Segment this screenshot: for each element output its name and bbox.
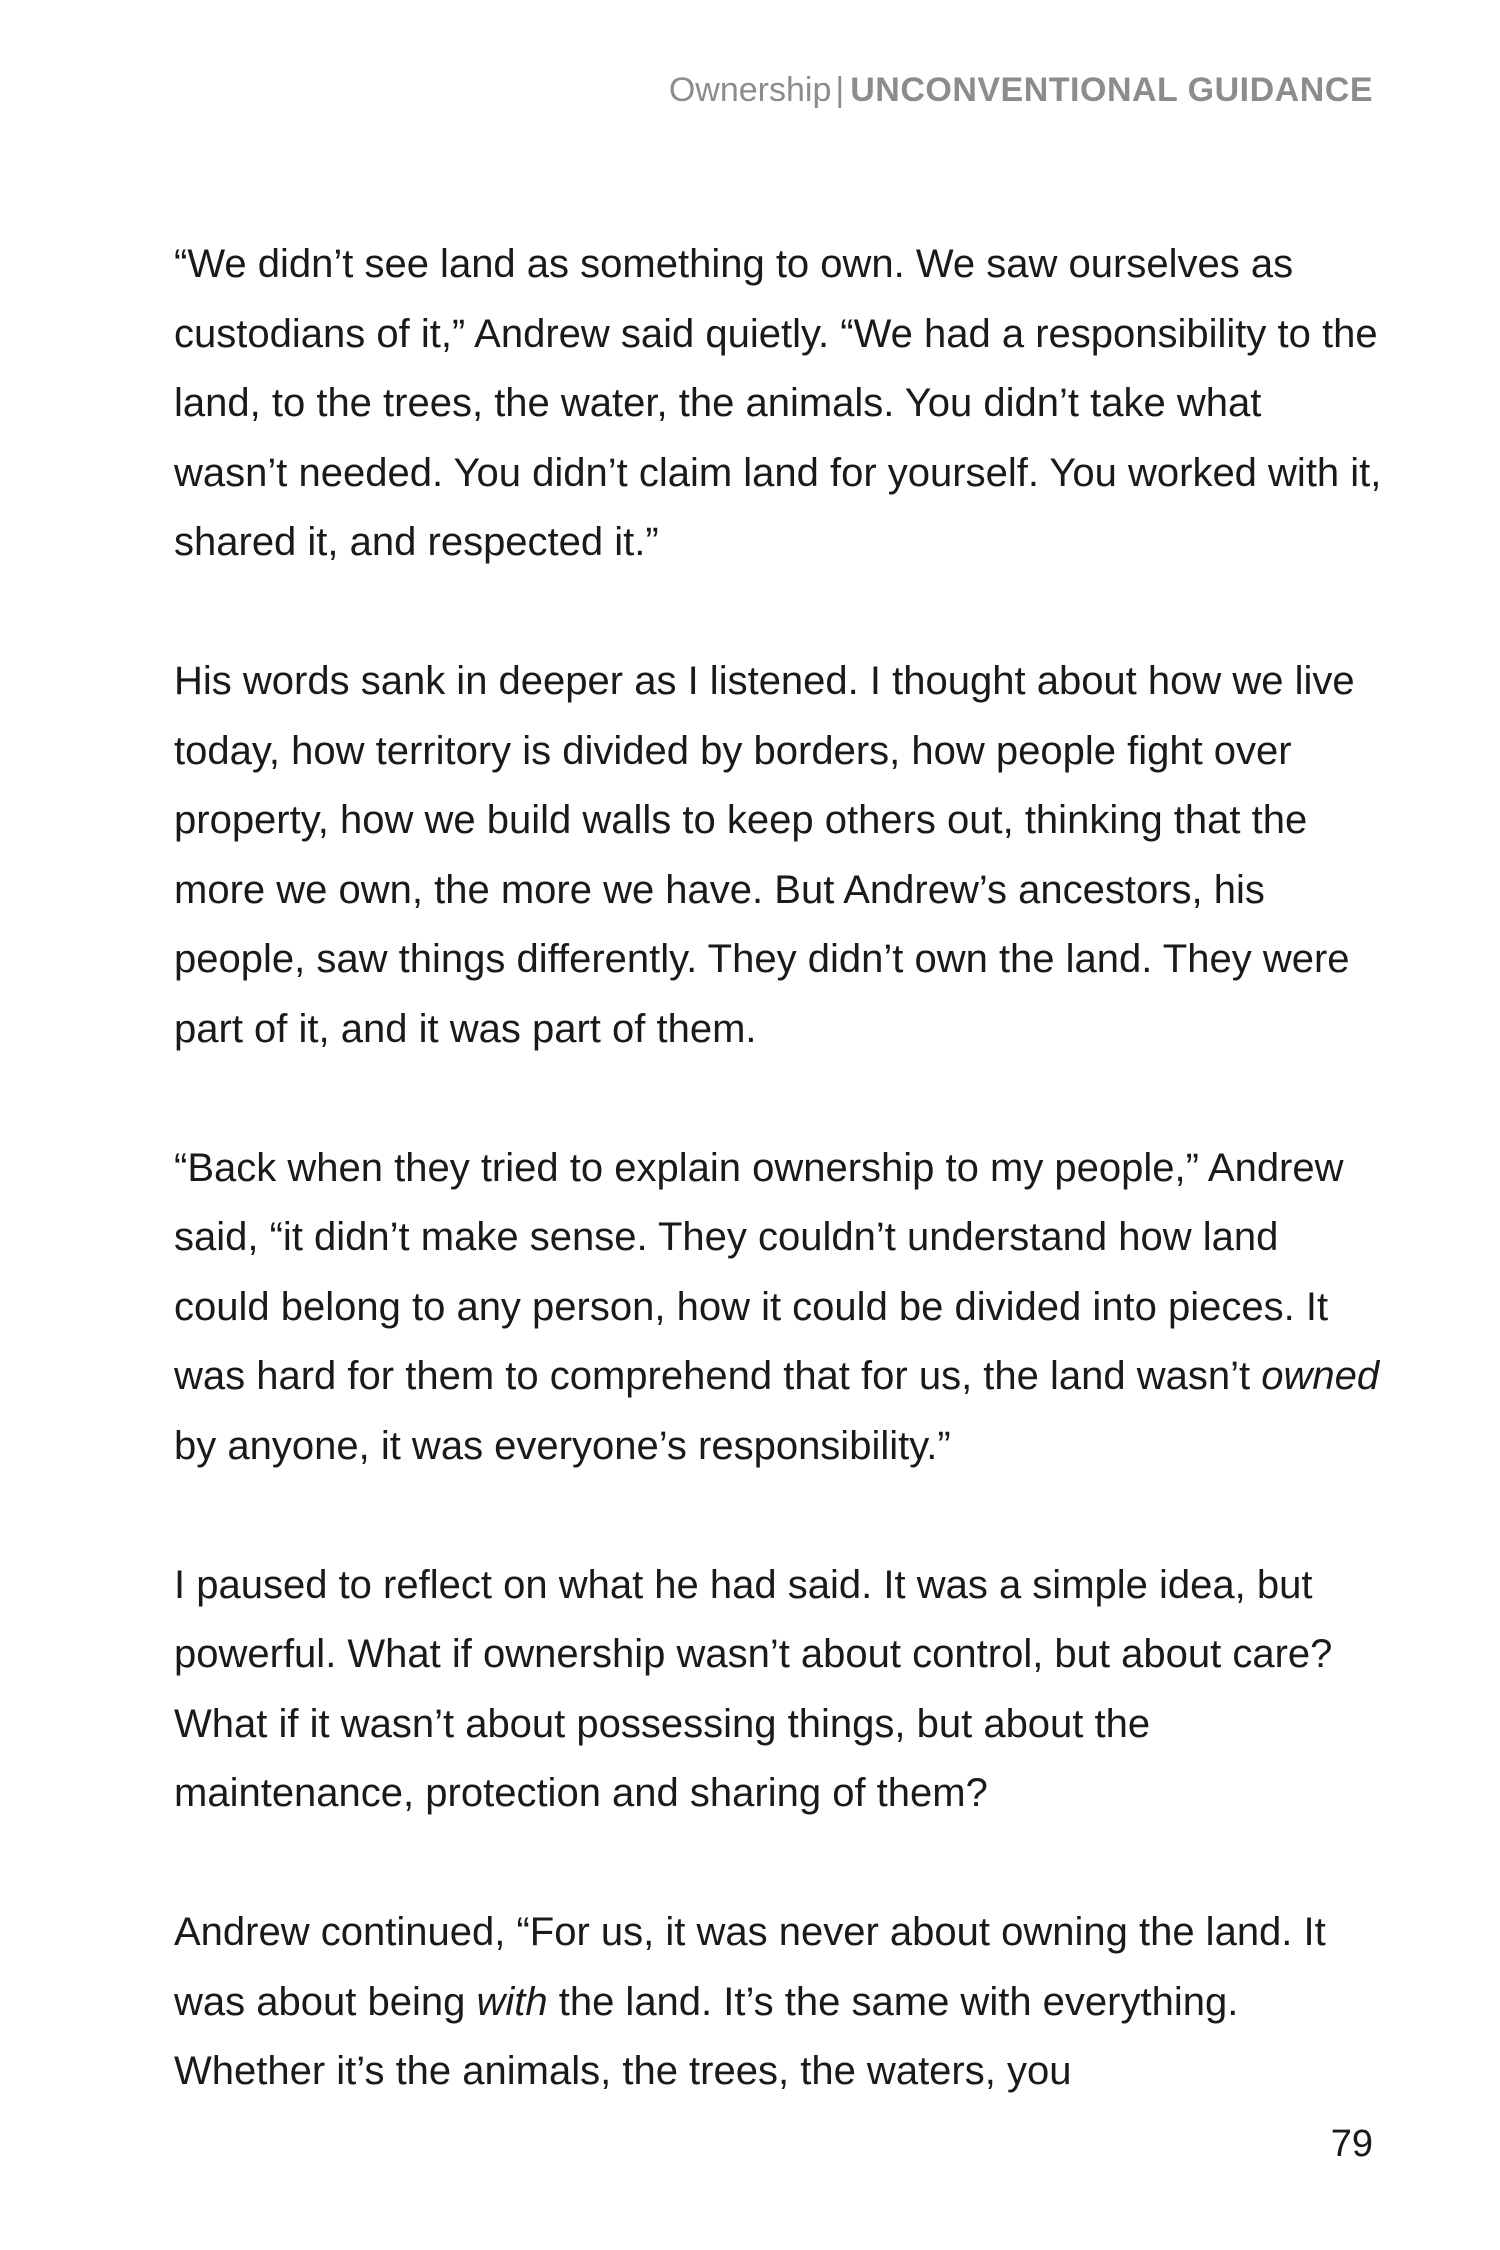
paragraph-text: the land. It’s the same with everything. Whether it’s the animals, the trees, the waters, you xyxy=(174,1979,1239,2093)
paragraph-text: “We didn’t see land as something to own. We saw ourselves as custodians of it,” Andrew said quietly. “We had a responsibility to the land, to the trees, the water, the animals. You didn’t take what wasn’t needed. You didn’t claim land for yourself. You worked with it, shared it, and respected it.” xyxy=(174,242,1382,564)
running-header xyxy=(669,70,1373,110)
paragraph-4 xyxy=(174,1551,1384,1829)
paragraph-2 xyxy=(174,647,1384,1064)
header-book-title: UNCONVENTIONAL GUIDANCE xyxy=(850,71,1373,109)
body-text xyxy=(174,230,1384,2107)
paragraph-5 xyxy=(174,1898,1384,2107)
header-separator: | xyxy=(835,71,845,109)
page-number: 79 xyxy=(1330,2123,1373,2165)
italic-emphasis: owned xyxy=(1261,1354,1380,1398)
paragraph-text: His words sank in deeper as I listened. I thought about how we live today, how territory is divided by borders, how people fight over property, how we build walls to keep others out, thinking that the more we own, the more we have. But Andrew’s ancestors, his people, saw things differently. They didn’t own the land. They were part of it, and it was part of them. xyxy=(174,659,1355,1051)
paragraph-3 xyxy=(174,1134,1384,1482)
paragraph-text: Andrew continued, “For us, it was never about owning the land. It was about being xyxy=(174,1910,1326,2024)
italic-emphasis: with xyxy=(476,1979,548,2024)
header-section-title: Ownership xyxy=(668,71,832,109)
paragraph-text: by anyone, it was everyone’s responsibility.” xyxy=(174,1423,951,1468)
paragraph-text: I paused to reflect on what he had said. It was a simple idea, but powerful. What if ownership wasn’t about control, but about care? What if it wasn’t about possessing things, but about the maintenance, protection and sharing of them? xyxy=(174,1562,1333,1815)
paragraph-1 xyxy=(174,230,1384,578)
paragraph-text: “Back when they tried to explain ownership to my people,” Andrew said, “it didn’t make sense. They couldn’t understand how land could belong to any person, how it could be divided into pieces. It was hard for them to comprehend that for us, the land wasn’t xyxy=(174,1145,1344,1398)
